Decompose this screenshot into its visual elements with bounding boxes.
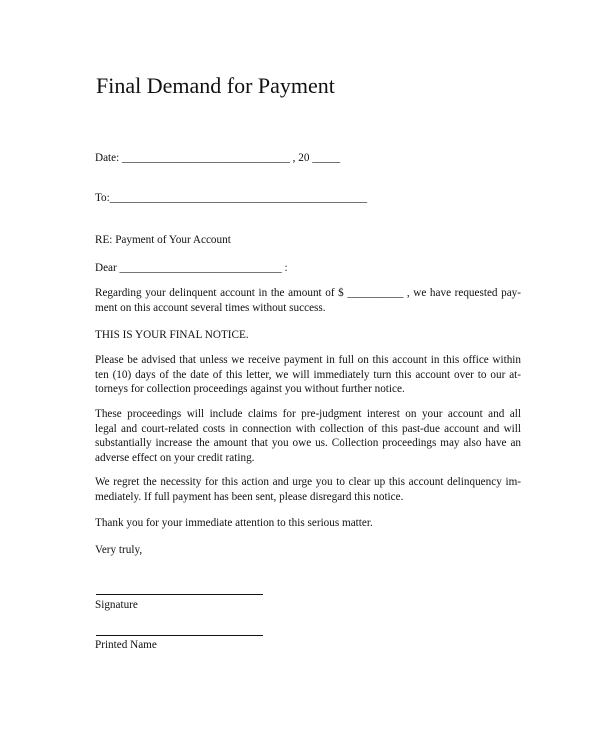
- paragraph-amount: [95, 286, 521, 315]
- signature-rule: [96, 594, 263, 595]
- printed-name-rule: [96, 635, 263, 636]
- paragraph-line: These proceedings will include claims for pre-judgment interest on your account and all: [95, 408, 521, 420]
- paragraph-line: substantially increase the amount that you owe us. Collection proceedings may also have an: [95, 437, 521, 450]
- paragraph-line: legal and court-related costs in connection with collection of this past-due account and will: [95, 422, 521, 435]
- paragraph-line: ment on this account several times without success.: [95, 301, 326, 314]
- paragraph-deadline: [95, 353, 521, 397]
- final-notice-line: THIS IS YOUR FINAL NOTICE.: [95, 329, 249, 341]
- thank-you-line: Thank you for your immediate attention to this serious matter.: [95, 517, 373, 529]
- paragraph-line: Regarding your delinquent account in the amount of $ __________ , we have requested pay-: [95, 287, 521, 299]
- paragraph-regret: [95, 475, 521, 504]
- signature-label: Signature: [95, 599, 138, 611]
- closing-line: Very truly,: [95, 544, 143, 556]
- paragraph-line: mediately. If full payment has been sent, please disregard this notice.: [95, 490, 404, 503]
- subject-line: RE: Payment of Your Account: [95, 234, 231, 246]
- date-line: Date: ______________________________ , 20 _____: [95, 152, 341, 164]
- paragraph-line: We regret the necessity for this action and urge you to clear up this account delinquency im-: [95, 476, 521, 488]
- paragraph-line: torneys for collection proceedings against you without further notice.: [95, 383, 405, 396]
- recipient-line: To:______________________________________________: [95, 192, 368, 204]
- letter-title: Final Demand for Payment: [96, 73, 335, 98]
- paragraph-proceedings: [95, 407, 521, 465]
- salutation-line: Dear _____________________________ :: [95, 262, 288, 274]
- paragraph-line: ten (10) days of the date of this letter, we will immediately turn this account over to our at-: [95, 368, 521, 381]
- paragraph-line: adverse effect on your credit rating.: [95, 451, 255, 464]
- paragraph-line: Please be advised that unless we receive payment in full on this account in this office within: [95, 354, 521, 366]
- printed-name-label: Printed Name: [95, 639, 157, 651]
